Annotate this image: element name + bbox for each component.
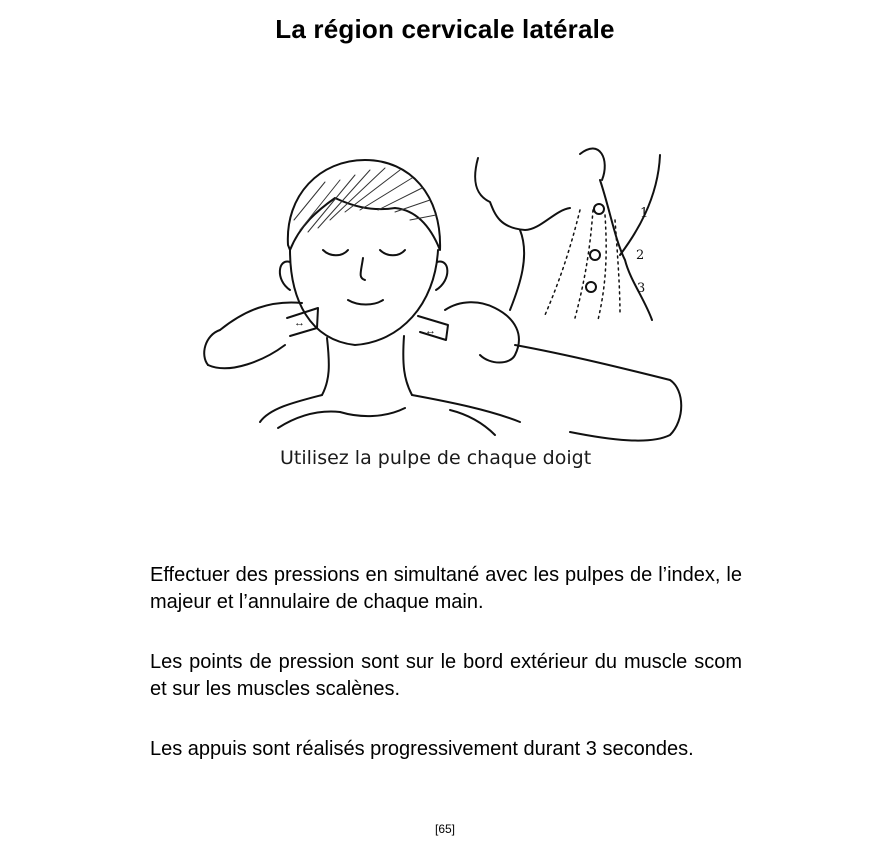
paragraph-2: Les points de pression sont sur le bord extérieur du muscle scom et sur les muscles scalènes. [150,651,742,700]
right-eye [380,250,405,255]
svg-text:↔: ↔ [425,325,436,337]
left-eye [323,250,348,255]
page-number: [65] [434,822,455,836]
illustration-drawing [190,140,700,485]
page-title: La région cervicale latérale [275,14,615,44]
point-label-1: 1 [640,206,649,221]
hair [288,160,440,250]
paragraph-1: Effectuer des pressions en simultané avec les pulpes de l’index, le majeur et l’annulaire de chaque main. [150,564,742,613]
pressure-point-3 [586,282,596,292]
paragraph-3: Les appuis sont réalisés progressivement durant 3 secondes. [150,738,694,760]
figure-caption: Utilisez la pulpe de chaque doigt [280,447,592,469]
point-label-3: 3 [637,281,646,296]
face [290,250,438,345]
point-label-2: 2 [636,248,645,263]
pressure-point-2 [590,250,600,260]
svg-text:↔: ↔ [294,317,305,329]
pressure-point-1 [594,204,604,214]
neck-massage-illustration [190,140,700,485]
